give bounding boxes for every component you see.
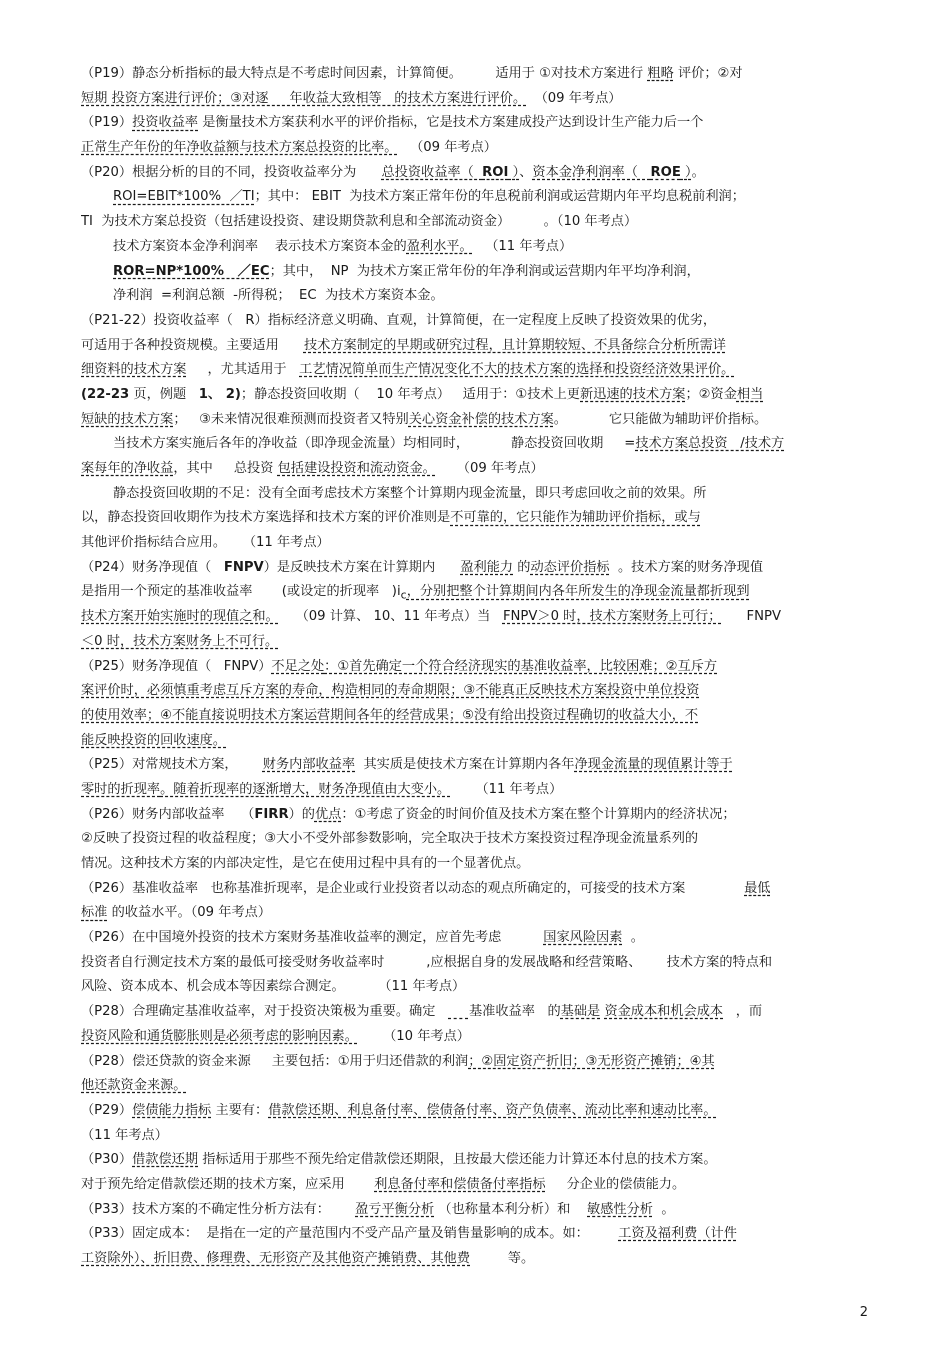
text-segment: 页，例题 (129, 386, 199, 402)
text-line (81, 729, 871, 754)
text-segment: 1、 2) (198, 386, 241, 402)
text-segment: （P21-22）投资收益率（ R）指标经济意义明确、直观，计算简便，在一定程度上反映了投资效果的优劣， (81, 312, 717, 328)
text-segment: 资本金净利润率（ (532, 164, 651, 180)
text-segment: （11 年考点） (81, 1127, 168, 1143)
text-segment: 当技术方案实施后各年的净收益（即净现金流量）均相同时， 静态投资回收期 = (113, 436, 636, 452)
text-segment: 技术方案制定的早期或研究过程，且计算期较短、不具备综合分析所需详 (303, 337, 726, 353)
text-segment: 以，静态投资回收期作为技术方案选择和技术方案的评价准则是 (81, 510, 451, 526)
text-segment (715, 1054, 757, 1069)
text-segment: 评价；②对 (673, 66, 743, 81)
text-line (81, 334, 871, 359)
text-segment: FNPV (721, 609, 781, 625)
text-segment: 分企业的偿债能力。 (545, 1176, 686, 1192)
text-line (81, 136, 871, 161)
text-segment: 短缺的技术方案 (81, 411, 174, 427)
text-line (81, 111, 871, 136)
text-line (81, 482, 871, 507)
text-line (81, 1173, 871, 1198)
text-segment: （09 年考点） (526, 90, 622, 106)
text-line (81, 901, 871, 926)
text-segment: 不足之处 (271, 658, 325, 674)
text-segment: FNPV (223, 559, 264, 575)
text-segment: 动态评价指标 (530, 559, 610, 575)
text-segment: ：①考虑了资金的时间价值及技术方案在整个计算期内的经济状况； (341, 806, 736, 822)
text-line (81, 358, 871, 383)
text-segment: 国家风险因素 (543, 930, 623, 946)
text-segment (448, 1004, 469, 1019)
text-segment: 他还款资金来源。 (81, 1078, 187, 1094)
text-segment: （P33）技术方案的不确定性分析方法有： (81, 1201, 356, 1217)
text-segment: 投资收益率 (132, 115, 199, 131)
text-segment: TI 为技术方案总投资（包括建设投资、建设期贷款利息和全部流动资金） 。（10 年考点） (81, 214, 638, 230)
text-line (81, 803, 871, 828)
text-line (81, 605, 871, 630)
text-segment: 包括建设投资和流动资金。 (277, 461, 436, 476)
text-segment: ROI (482, 164, 509, 180)
text-segment: ；②固定资产折旧；③无形资产摊销；④其 (468, 1053, 715, 1069)
text-segment: 。随着折现率的逐渐增大，财务净现值由大变小。 (160, 781, 451, 797)
text-segment: 其实质是使技术方案在计算期内各年 (355, 757, 575, 773)
text-segment: 资金成本和机会成本 (604, 1004, 724, 1020)
text-segment: FIRR (254, 806, 289, 822)
text-segment: ；静态投资回收期（ 10 年考点） 适用于：①技术上更 (240, 386, 580, 402)
text-segment: 财务内部收益率 (262, 757, 356, 773)
text-line (81, 1222, 871, 1247)
text-segment: （11 年考点） (472, 238, 573, 254)
text-segment: ；②资金 (685, 386, 737, 402)
text-segment: 盈利能力 (460, 559, 514, 575)
text-segment: 对于预先给定借款偿还期的技术方案，应采用 (81, 1176, 375, 1192)
text-segment: （P20）根据分析的目的不同，投资收益率分为 (81, 164, 382, 180)
text-segment: 借款偿还期 (132, 1152, 199, 1168)
text-segment: ，尤其适用于 (186, 362, 300, 378)
text-segment: ，分别把整个计算期间内各年所发生的净现金流量都折现到 (406, 584, 750, 600)
text-segment: （P33）固定成本： 是指在一定的产量范围内不受产品产量及销售量影响的成本。如： (81, 1226, 619, 1242)
text-segment: 粗略 (647, 66, 674, 81)
text-segment: （P24）财务净现值（ (81, 559, 224, 575)
text-line (81, 630, 871, 655)
text-segment: （P19）静态分析指标的最大特点是不考虑时间因素，计算简便。 适用于 ①对技术方案进行 (81, 66, 648, 81)
text-line (81, 679, 871, 704)
text-segment: 的收益水平。（09 年考点） (107, 905, 272, 921)
text-segment: 、 (519, 164, 533, 180)
text-line (81, 655, 871, 680)
text-line (81, 235, 871, 260)
text-segment: （P25）财务净现值（ FNPV） (81, 658, 272, 674)
text-segment: 优点 (314, 806, 342, 822)
text-segment: ）的 (288, 806, 315, 822)
text-segment: 净利润 =利润总额 -所得税； EC 为技术方案资本金。 (113, 288, 444, 304)
text-segment: 细资料的技术方案 (81, 362, 187, 378)
text-segment: （也称量本利分析）和 (434, 1201, 588, 1217)
text-segment: ；其中： EBIT 为技术方案正常年份的年息税前利润或运营期内年平均息税前利润； (254, 189, 745, 205)
text-segment: 能反映投资的回收速度。 (81, 732, 227, 748)
text-segment: 基础是 (560, 1004, 601, 1020)
text-segment: （10 年考点） (357, 1028, 470, 1044)
text-segment: 正常生产年份的年净收益额与技术方案总投资的比率。 (81, 140, 398, 156)
text-line (81, 1124, 871, 1149)
text-segment: 利息备付率和偿债备付率指标 (374, 1176, 546, 1192)
text-segment: 不可靠的，它只能作为辅助评价指标，或与 (450, 510, 701, 526)
text-segment: 的 (513, 559, 531, 575)
text-segment: ROR=NP*100% ／EC (113, 263, 270, 279)
text-segment: 。 它只能做为辅助评价指标。 (553, 411, 768, 427)
text-line (81, 87, 871, 112)
text-segment: 主要有： (211, 1102, 269, 1118)
text-segment: 新迅速的技术方案 (580, 386, 686, 402)
text-segment: 风险、资本成本、机会成本等因素综合测定。 （11 年考点） (81, 979, 466, 995)
text-segment: （P26）财务内部收益率 （ (81, 806, 255, 822)
text-line (81, 506, 871, 531)
text-segment: 情况。这种技术方案的内部决定性，是它在使用过程中具有的一个显著优点。 (81, 856, 530, 871)
text-segment: ROE (650, 164, 681, 180)
text-segment: c (400, 589, 407, 603)
text-line (81, 1247, 871, 1272)
text-segment: ＜0 时，技术方案财务上不可行。 (81, 633, 279, 649)
text-segment: 案每年的净收益 (81, 461, 174, 476)
text-line (81, 1050, 871, 1075)
text-segment: （P19） (81, 115, 133, 131)
text-line (81, 432, 871, 457)
text-line (81, 408, 871, 433)
text-segment: （P28）偿还贷款的资金来源 主要包括：①用于归还借款的利润 (81, 1053, 469, 1069)
text-segment: 。技术方案的财务净现值 (609, 559, 764, 575)
text-segment: ：①首先确定一个符合经济现实的基准收益率，比较困难；②互斥方 (324, 658, 718, 674)
text-segment: 技术方案资本金净利润率 表示技术方案资本金的 (113, 238, 407, 254)
text-segment: 案评价时，必须慎重考虑互斥方案的寿命，构造相同的寿命期限；③不能真正反映技术方案投资中单位投资 (81, 683, 700, 699)
text-line (81, 877, 871, 902)
text-segment: （P25）对常规技术方案， (81, 757, 263, 773)
text-segment: 是指用一个预定的基准收益率 (或设定的折现率 )i (81, 584, 401, 600)
text-segment: 借款偿还期、利息备付率、偿债备付率、资产负债率、流动比率和速动比率。 (268, 1102, 717, 1118)
text-segment: 偿债能力指标 (132, 1102, 212, 1118)
text-segment: 的使用效率；④不能直接说明技术方案运营期间各年的经营成果；⑤没有给出投资过程确切的收益大小，不 (81, 707, 699, 723)
text-line (81, 284, 871, 309)
text-line (81, 210, 871, 235)
text-line (81, 1148, 871, 1173)
text-segment: ） (680, 164, 692, 180)
text-line (81, 556, 871, 581)
text-segment: 总投资收益率（ (381, 164, 483, 180)
text-segment: 相当 (736, 386, 764, 402)
text-segment: 标准 (81, 905, 108, 921)
text-segment: 最低 (744, 880, 771, 896)
text-segment: ； ③未来情况很难预测而投资者又特别 (173, 411, 409, 427)
text-line (81, 1025, 871, 1050)
text-line (81, 1099, 871, 1124)
text-segment: FNPV＞0 时，技术方案财务上可行； (502, 609, 722, 625)
text-segment: 可适用于各种投资规模。主要适用 (81, 337, 304, 353)
text-segment: 是衡量技术方案获利水平的评价指标，它是技术方案建成投产达到设计生产能力后一个 (198, 115, 704, 131)
text-line (81, 309, 871, 334)
page-number: 2 (859, 1305, 868, 1320)
text-segment: 工艺情况简单而生产情况变化不大的技术方案的选择和投资经济效果评价。 (299, 362, 735, 378)
text-segment: 工资及福利费（计件 (618, 1226, 737, 1242)
text-line (81, 753, 871, 778)
text-line (81, 161, 871, 186)
text-segment: 工资除外）、折旧费、修理费、无形资产及其他资产摊销费、其他费 (81, 1251, 471, 1266)
text-segment: ，而 (723, 1004, 763, 1020)
text-segment: （P28）合理确定基准收益率，对于投资决策极为重要。确定 (81, 1004, 448, 1020)
text-segment: ；其中， NP 为技术方案正常年份的年净利润或运营期内年平均净利润， (269, 263, 700, 279)
text-segment: 技术方案开始实施时的现值之和。 (81, 609, 279, 625)
text-segment: 静态投资回收期的不足：没有全面考虑技术方案整个计算期内现金流量，即只考虑回收之前的效果。所 (113, 485, 707, 501)
text-segment: 盈亏平衡分析 (355, 1201, 435, 1217)
text-segment: 盈利水平。 (406, 238, 473, 254)
text-line (81, 926, 871, 951)
text-segment: ）是反映技术方案在计算期内 (263, 559, 461, 575)
text-segment: （P26）在中国境外投资的技术方案财务基准收益率的测定，应首先考虑 (81, 930, 544, 946)
text-line (81, 1198, 871, 1223)
text-segment: ，其中 总投资 (173, 461, 278, 476)
text-line (81, 62, 871, 87)
text-segment: （09 年考点） (397, 140, 497, 156)
text-line (81, 704, 871, 729)
text-segment: （P26）基准收益率 也称基准折现率，是企业或行业投资者以动态的观点所确定的，可接受的技术方案 (81, 880, 745, 896)
text-segment: 指标适用于那些不预先给定借款偿还期限，且按最大偿还能力计算还本付息的技术方案。 (198, 1152, 717, 1168)
text-segment: （P30） (81, 1152, 133, 1168)
text-segment: 。 (652, 1201, 675, 1217)
text-segment: 。 (691, 164, 705, 180)
text-segment: 投资者自行测定技术方案的最低可接受财务收益率时 ,应根据自身的发展战略和经营策略、 技术方案的特点和 (81, 954, 773, 970)
text-line (81, 827, 871, 852)
document-body (81, 62, 871, 1272)
text-line (81, 185, 871, 210)
text-segment: 技术方案总投资 /技术方 (635, 436, 785, 452)
text-segment: 零时的折现率 (81, 781, 161, 797)
text-segment: 短期 投资方案进行评价；③对逐 年收益大致相等 的技术方案进行评价。 (81, 90, 527, 106)
text-segment: 其他评价指标结合应用。 （11 年考点） (81, 535, 330, 551)
text-segment: （11 年考点） (450, 781, 563, 797)
text-segment: (22-23 (81, 386, 130, 402)
text-line (81, 383, 871, 408)
text-segment: ROI=EBIT*100% ／TI (113, 189, 255, 205)
text-line (81, 260, 871, 285)
text-segment: （09 年考点） (435, 461, 544, 476)
text-segment: （09 计算、 10、11 年考点）当 (278, 609, 503, 625)
text-segment: 等。 (470, 1251, 535, 1266)
text-line (81, 531, 871, 556)
text-line (81, 852, 871, 877)
text-line (81, 1074, 871, 1099)
text-segment: ②反映了投资过程的收益程度；③大小不受外部参数影响，完全取决于技术方案投资过程净现金流量系列的 (81, 831, 699, 847)
text-segment: 敏感性分析 (587, 1201, 653, 1217)
text-line (81, 975, 871, 1000)
text-segment: ） (508, 164, 520, 180)
text-segment: （P29） (81, 1102, 133, 1118)
text-segment: 基准收益率 的 (468, 1004, 561, 1020)
text-line (81, 457, 871, 482)
text-segment: 投资风险和通货膨胀则是必须考虑的影响因素。 (81, 1028, 358, 1044)
text-line (81, 1000, 871, 1025)
text-line (81, 778, 871, 803)
text-segment: 关心资金补偿的技术方案 (408, 411, 554, 427)
text-line (81, 951, 871, 976)
text-segment: 净现金流量的现值累计等于 (574, 757, 733, 773)
text-line (81, 580, 871, 605)
text-segment: 。 (622, 930, 644, 946)
